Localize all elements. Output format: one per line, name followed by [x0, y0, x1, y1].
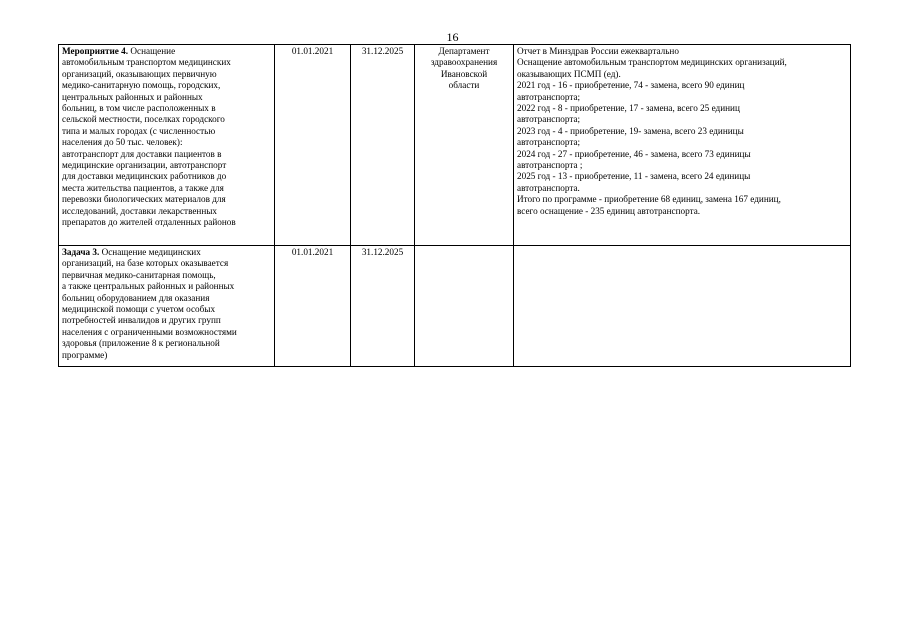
result-line: автотранспорта ;	[517, 160, 583, 171]
measure-title: Мероприятие 4.	[62, 46, 129, 56]
task-text-line: организаций, на базе которых оказывается	[62, 258, 229, 269]
result-line: 2022 год - 8 - приобретение, 17 - замена, всего 25 единиц	[517, 103, 740, 114]
result-line: автотранспорта;	[517, 137, 581, 148]
task-text-line: здоровья (приложение 8 к региональной	[62, 338, 220, 349]
measure-text-line: населения до 50 тыс. человек):	[62, 137, 183, 148]
task-title: Задача 3.	[62, 247, 100, 257]
measure-text-line: медицинские организации, автотранспорт	[62, 160, 227, 171]
measure-text-line: для доставки медицинских работников до	[62, 171, 227, 182]
result-cell	[514, 246, 851, 367]
result-line: Оснащение автомобильным транспортом медицинских организаций,	[517, 57, 787, 68]
measure-text-line: исследований, доставки лекарственных	[62, 205, 218, 216]
result-line: 2021 год - 16 - приобретение, 74 - замена, всего 90 единиц	[517, 80, 745, 91]
result-line: Отчет в Минздрав России ежеквартально	[517, 46, 679, 56]
table-row	[59, 45, 851, 246]
task-text-line: больниц оборудованием для оказания	[62, 292, 210, 303]
result-line: оказывающих ПСМП (ед).	[517, 68, 621, 79]
measure-text-line: перевозки биологических материалов для	[62, 194, 226, 205]
task-text-line: первичная медико-санитарная помощь,	[62, 269, 216, 280]
start-date-cell: 01.01.2021	[275, 246, 351, 367]
measure-text-line: типа и малых городах (с численностью	[62, 125, 216, 136]
responsible-cell	[415, 246, 514, 367]
responsible-line: Департамент	[438, 46, 490, 56]
measure-text-line: организаций, оказывающих первичную	[62, 68, 217, 79]
task-text-line: Оснащение медицинских	[99, 247, 201, 257]
task-text-line: населения с ограниченными возможностями	[62, 326, 237, 337]
result-line: Итого по программе - приобретение 68 единиц, замена 167 единиц,	[517, 194, 781, 205]
end-date-cell: 31.12.2025	[351, 45, 415, 246]
page-number: 16	[446, 30, 459, 44]
result-line: автотранспорта.	[517, 182, 580, 193]
measure-text-line: Оснащение	[128, 46, 176, 56]
measure-text-line: места жительства пациентов, а также для	[62, 182, 224, 193]
measure-text-line: медико-санитарную помощь, городских,	[62, 80, 221, 91]
measure-text-line: автотранспорт для доставки пациентов в	[62, 148, 222, 159]
result-line: автотранспорта;	[517, 114, 581, 125]
responsible-cell	[415, 45, 514, 246]
result-line: всего оснащение - 235 единиц автотранспорта.	[517, 205, 701, 216]
measures-table	[58, 44, 851, 367]
task-text-line: потребностей инвалидов и других групп	[62, 315, 221, 326]
result-line: 2024 год - 27 - приобретение, 46 - замена, всего 73 единицы	[517, 148, 751, 159]
table-row	[59, 246, 851, 367]
task-text-line: а также центральных районных и районных	[62, 281, 235, 292]
measure-text-line: сельской местности, поселках городского	[62, 114, 225, 125]
measure-text-line: автомобильным транспортом медицинских	[62, 57, 231, 68]
responsible-line: Ивановской	[440, 68, 488, 79]
start-date-cell: 01.01.2021	[275, 45, 351, 246]
measure-text-line: препаратов до жителей отдаленных районов	[62, 217, 236, 228]
result-line: 2025 год - 13 - приобретение, 11 - замена, всего 24 единицы	[517, 171, 751, 182]
task-text-line: медицинской помощи с учетом особых	[62, 304, 216, 315]
measure-text-line: центральных районных и районных	[62, 91, 203, 102]
result-line: автотранспорта;	[517, 91, 581, 102]
task-description-cell	[59, 246, 275, 367]
measure-text-line: больниц, в том числе расположенных в	[62, 103, 216, 114]
responsible-line: области	[448, 80, 480, 91]
task-text-line: программе)	[62, 349, 108, 360]
end-date-cell: 31.12.2025	[351, 246, 415, 367]
result-line: 2023 год - 4 - приобретение, 19- замена, всего 23 единицы	[517, 125, 744, 136]
measure-description-cell	[59, 45, 275, 246]
responsible-line: здравоохранения	[430, 57, 498, 68]
result-cell	[514, 45, 851, 246]
